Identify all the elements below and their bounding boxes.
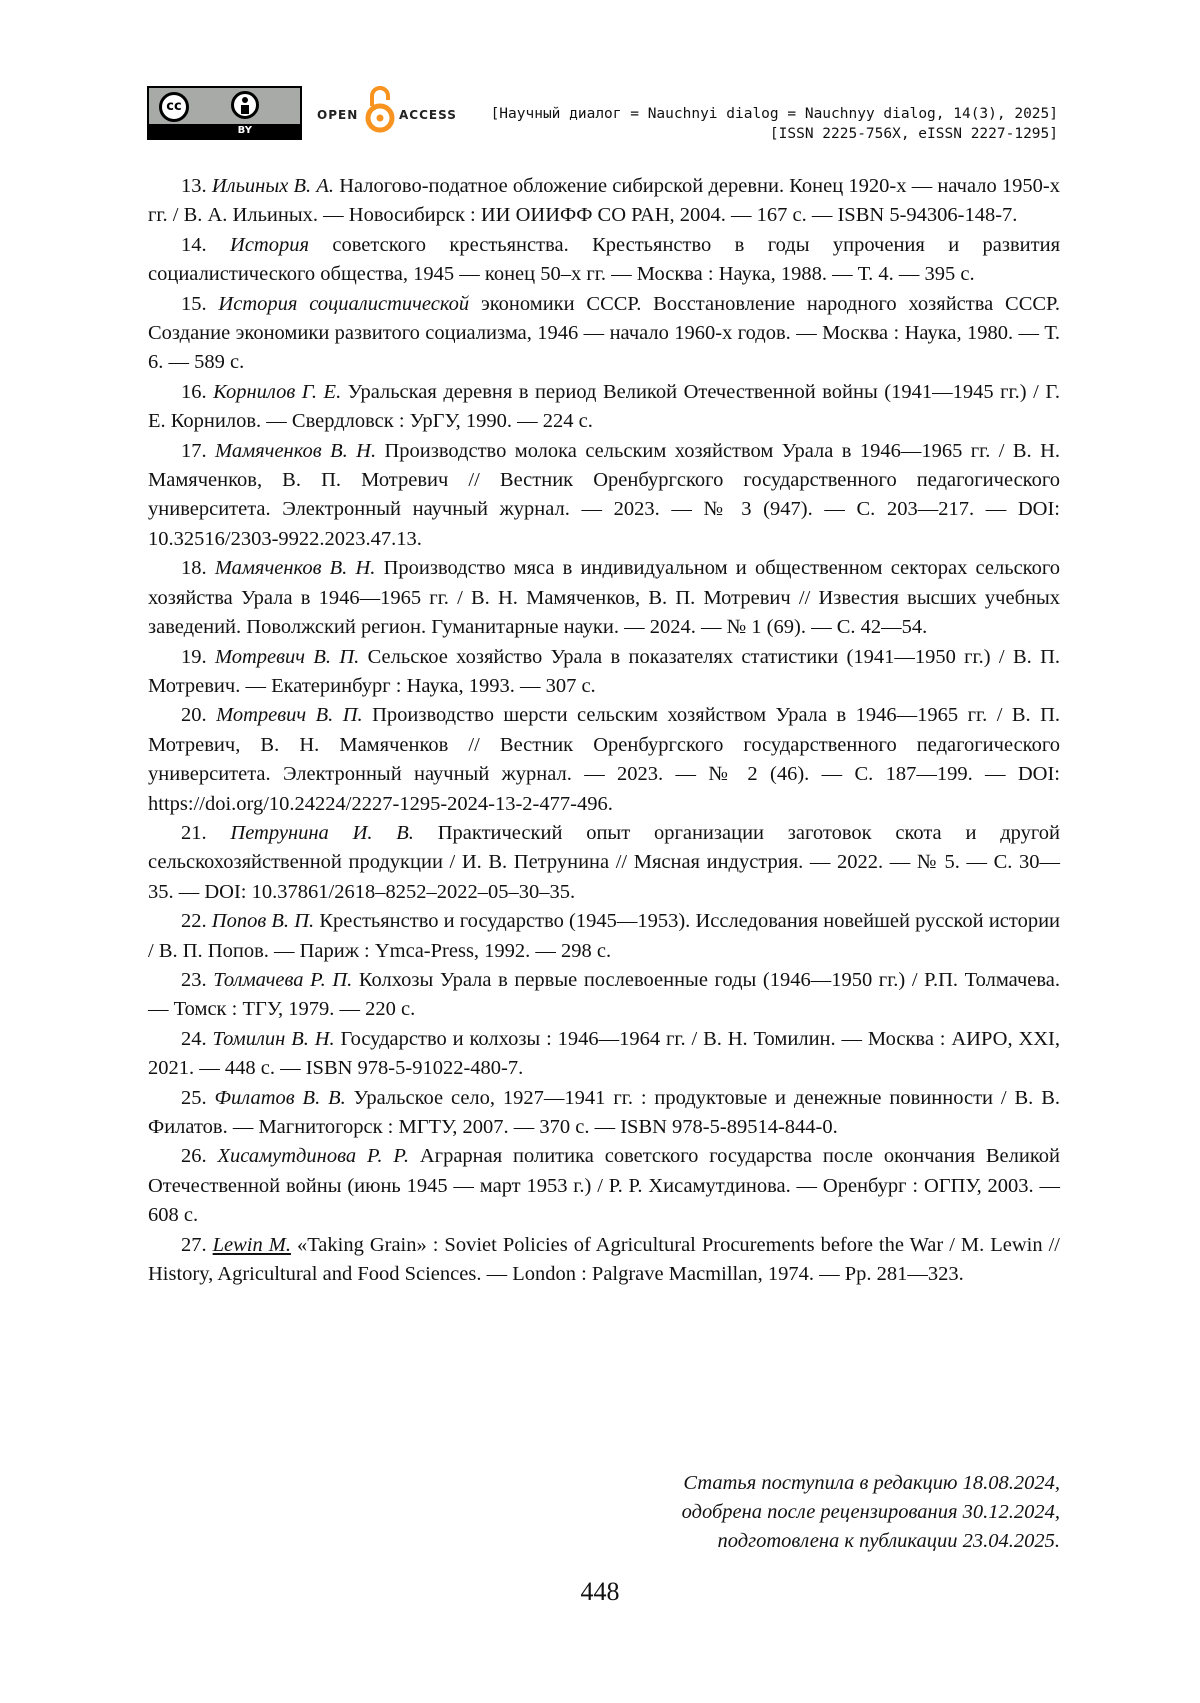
reference-author: Томилин В. Н.	[212, 1027, 335, 1050]
reference-item	[148, 1084, 1060, 1143]
reference-item	[148, 701, 1060, 819]
reference-text: Аграрная политика советского государства после окончания Великой Отечественной войны (июнь 1945 — март 1953 г.) / Р. Р. Хисамутдинова. — Оренбург : ОГПУ, 2003. — 608 с.	[148, 1145, 1060, 1227]
issn-line: [ISSN 2225-756X, eISSN 2227-1295]	[769, 126, 1058, 142]
article-dates	[682, 1469, 1060, 1556]
reference-number: 25.	[181, 1086, 207, 1109]
reference-number: 14.	[181, 233, 207, 256]
open-access-right-text: ACCESS	[399, 108, 457, 122]
reference-item	[148, 378, 1060, 437]
reference-author: История	[230, 233, 310, 256]
reference-author: Мотревич В. П.	[214, 645, 360, 668]
reference-number: 17.	[181, 439, 207, 462]
reference-text: экономики СССР. Восстановление народного хозяйства СССР. Создание экономики развитого социализма, 1946 — начало 1960-х годов. — Москва : Наука, 1980. — Т. 6. — 589 с.	[148, 292, 1061, 374]
reference-item	[148, 966, 1060, 1025]
reference-author: Мотревич В. П.	[216, 704, 363, 727]
reference-number: 16.	[181, 380, 207, 403]
reference-author: Попов В. П.	[211, 910, 315, 933]
approved-date-line: одобрена после рецензирования 30.12.2024,	[681, 1501, 1060, 1523]
open-access-logo	[317, 86, 457, 138]
reference-number: 20.	[181, 704, 207, 727]
reference-number: 19.	[181, 645, 207, 668]
reference-number: 13.	[181, 175, 207, 197]
reference-number: 15.	[181, 292, 207, 315]
reference-text: «Taking Grain» : Soviet Policies of Agricultural Procurements before the War / M. Lewin // History, Agricultural and Food Sciences. — London : Palgrave Macmillan, 1974. — Pp. 281—323.	[148, 1233, 1061, 1286]
reference-text: Уральское село, 1927—1941 гг. : продуктовые и денежные повинности / В. В. Филатов. — Магнитогорск : МГТУ, 2007. — 370 с. — ISBN 978-5-89514-844-0.	[148, 1086, 1060, 1138]
reference-item	[148, 643, 1060, 702]
reference-text: Уральская деревня в период Великой Отечественной войны (1941—1945 гг.) / Г. Е. Корнилов. — Свердловск : УрГУ, 1990. — 224 с.	[148, 380, 1061, 433]
cc-icon: cc	[159, 92, 189, 122]
reference-author: Филатов В. В.	[214, 1086, 346, 1109]
reference-number: 26.	[181, 1145, 207, 1168]
reference-item	[148, 907, 1060, 966]
reference-author: Толмачева Р. П.	[213, 968, 353, 991]
reference-text: Колхозы Урала в первые послевоенные годы (1946—1950 гг.) / Р.П. Толмачева. — Томск : ТГУ, 1979. — 220 с.	[148, 968, 1060, 1021]
received-date-line: Статья поступила в редакцию 18.08.2024,	[683, 1472, 1060, 1494]
reference-text: Производство шерсти сельским хозяйством Урала в 1946—1965 гг. / В. П. Мотревич, В. Н. Мамяченков // Вестник Оренбургского государственного педагогического университета. Электронный научный журнал. — 2023. — № 2 (46). — С. 187—199. — DOI: https://doi.org/10.24224/2227-1295-2024-13-2-477-496.	[148, 704, 1060, 815]
reference-author: История социалистической	[218, 292, 470, 315]
page-number: 448	[580, 1577, 620, 1606]
reference-author: Ильиных В. А.	[211, 175, 335, 197]
reference-text: Сельское хозяйство Урала в показателях статистики (1941—1950 гг.) / В. П. Мотревич. — Екатеринбург : Наука, 1993. — 307 с.	[148, 645, 1061, 697]
attribution-person-icon	[231, 91, 259, 119]
reference-number: 21.	[181, 821, 207, 844]
reference-number: 18.	[181, 557, 207, 580]
reference-item	[148, 290, 1060, 378]
reference-author: Петрунина И. В.	[230, 821, 414, 844]
reference-item	[148, 231, 1060, 290]
reference-text: Государство и колхозы : 1946—1964 гг. / В. Н. Томилин. — Москва : АИРО, XXI, 2021. — 448 с. — ISBN 978-5-91022-480-7.	[148, 1027, 1060, 1080]
reference-text: Производство молока сельским хозяйством Урала в 1946—1965 гг. / В. Н. Мамяченков, В. П. Мотревич // Вестник Оренбургского государственного педагогического университета. Электронный научный журнал. — 2023. — № 3 (947). — С. 203—217. — DOI: 10.32516/2303-9922.2023.47.13.	[148, 439, 1061, 550]
reference-number: 23.	[181, 968, 207, 991]
reference-author: Корнилов Г. Е.	[213, 380, 342, 403]
reference-item	[148, 819, 1060, 907]
cc-by-license-badge	[147, 86, 302, 140]
reference-author: Lewin M.	[212, 1233, 291, 1256]
reference-item	[148, 1231, 1060, 1290]
reference-author: Хисамутдинова Р. Р.	[217, 1145, 410, 1168]
reference-text: Налогово-податное обложение сибирской деревни. Конец 1920-х — начало 1950-х гг. / В. А. Ильиных. — Новосибирск : ИИ ОИИФФ СО РАН, 2004. — 167 с. — ISBN 5-94306-148-7.	[148, 175, 1060, 227]
reference-list	[148, 172, 1060, 1289]
reference-text: советского крестьянства. Крестьянство в годы упрочения и развития социалистического общества, 1945 — конец 50–х гг. — Москва : Наука, 1988. — Т. 4. — 395 с.	[148, 233, 1060, 286]
open-access-left-text: OPEN	[317, 108, 359, 122]
reference-item	[148, 554, 1060, 642]
reference-number: 22.	[181, 910, 207, 933]
reference-text: Крестьянство и государство (1945—1953). Исследования новейшей русской истории / В. П. Попов. — Париж : Ymca-Press, 1992. — 298 с.	[148, 910, 1061, 962]
reference-item	[148, 437, 1060, 555]
reference-number: 24.	[181, 1027, 207, 1050]
reference-item	[148, 1025, 1060, 1084]
reference-author: Мамяченков В. Н.	[215, 439, 377, 462]
journal-citation-header	[491, 104, 1058, 144]
by-label: BY	[149, 124, 300, 138]
reference-item	[148, 172, 1060, 231]
open-lock-icon	[365, 86, 395, 134]
reference-text: Производство мяса в индивидуальном и общественном секторах сельского хозяйства Урала в 1946—1965 гг. / В. Н. Мамяченков, В. П. Мотревич // Известия высших учебных заведений. Поволжский регион. Гуманитарные науки. — 2024. — № 1 (69). — С. 42—54.	[148, 557, 1060, 639]
reference-text: Практический опыт организации заготовок скота и другой сельскохозяйственной продукции / И. В. Петрунина // Мясная индустрия. — 2022. — № 5. — С. 30—35. — DOI: 10.37861/2618–8252–2022–05–30–35.	[148, 821, 1060, 903]
reference-number: 27.	[181, 1233, 207, 1256]
citation-line: [Научный диалог = Nauchnyi dialog = Nauchnyy dialog, 14(3), 2025]	[490, 106, 1058, 122]
reference-author: Мамяченков В. Н.	[214, 557, 376, 580]
prepared-date-line: подготовлена к публикации 23.04.2025.	[717, 1530, 1060, 1552]
reference-item	[148, 1142, 1060, 1230]
